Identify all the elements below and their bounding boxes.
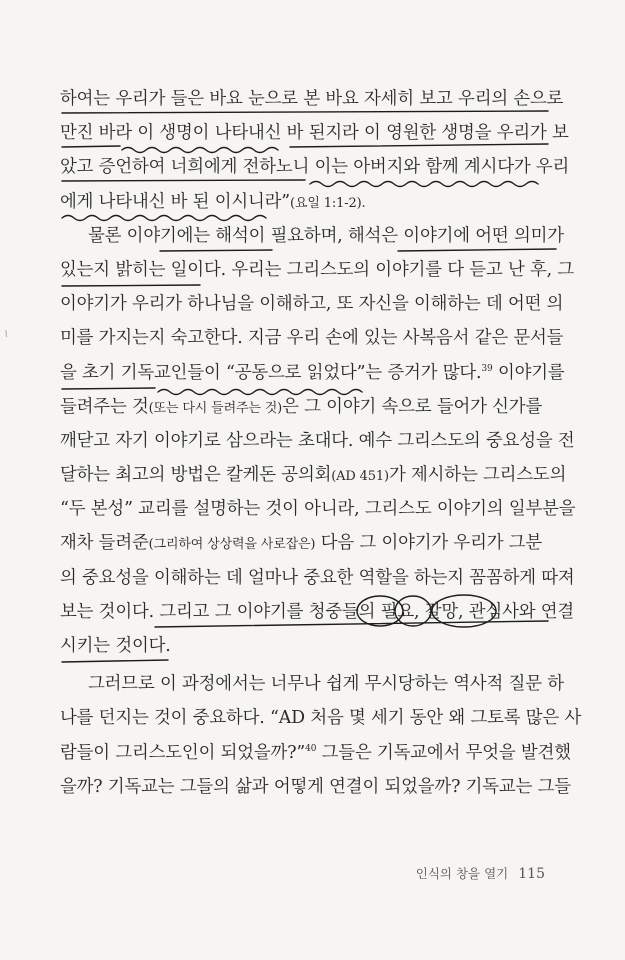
text-line bbox=[60, 116, 569, 150]
footnote-ref: 40 bbox=[305, 743, 317, 754]
line-text: 에게 나타내신 바 된 이시니라” bbox=[60, 191, 291, 212]
line-text: 들려주는 것 bbox=[60, 396, 149, 417]
line-text: 물론 이야기에는 해석이 필요하며, 해석은 이야기에 어떤 의미가 bbox=[88, 225, 564, 246]
text-line bbox=[60, 595, 575, 629]
text-line bbox=[60, 561, 575, 595]
footnote-ref: 39 bbox=[481, 363, 493, 374]
text-line bbox=[60, 150, 570, 184]
text-line bbox=[60, 390, 560, 424]
line-text: 람들이 그리스도인이 되었을까?” bbox=[60, 742, 306, 763]
text-line bbox=[60, 356, 565, 390]
line-text: 았고 증언하여 너희에게 전하노니 이는 아버지와 함께 계시다가 우리 bbox=[60, 157, 570, 178]
line-text: 재차 들려준 bbox=[60, 533, 149, 554]
line-text: 이야기가 우리가 하나님을 이해하고, 또 자신을 이해하는 데 어떤 의 bbox=[60, 294, 564, 315]
body-text bbox=[60, 82, 582, 804]
line-text: 그러므로 이 과정에서는 너무나 쉽게 무시당하는 역사적 질문 하 bbox=[88, 674, 564, 695]
line-text: 하여는 우리가 들은 바요 눈으로 본 바요 자세히 보고 우리의 손으로 bbox=[60, 89, 564, 109]
text-line bbox=[60, 219, 564, 253]
text-line bbox=[60, 526, 560, 560]
line-text: 은 그 이야기 속으로 들어가 신가를 bbox=[282, 396, 543, 417]
aside-text: (AD 451) bbox=[331, 469, 389, 485]
line-text: 의 중요성을 이해하는 데 얼마나 중요한 역할을 하는지 꼼꼼하게 따져 bbox=[60, 567, 575, 588]
aside-text: (그리하여 상상력을 사로잡은) bbox=[148, 537, 316, 553]
margin-mark: ⌇ bbox=[4, 330, 9, 340]
text-line bbox=[60, 287, 564, 321]
line-text: 이야기를 bbox=[492, 362, 565, 383]
line-text: 나를 던지는 것이 중요하다. “AD 처음 몇 세기 동안 왜 그토록 많은 사 bbox=[60, 708, 582, 729]
aside-text: (또는 다시 들려주는 것) bbox=[148, 400, 283, 416]
page-footer bbox=[416, 864, 545, 882]
text-line bbox=[60, 458, 567, 492]
line-text: 다음 그 이야기가 우리가 그분 bbox=[315, 533, 543, 554]
line-text: 있는지 밝히는 일이다. 우리는 그리스도의 이야기를 다 듣고 난 후, 그 bbox=[60, 259, 575, 280]
text-line bbox=[60, 667, 564, 701]
line-text: 가 제시하는 그리스도의 bbox=[388, 465, 567, 486]
text-line bbox=[60, 701, 582, 735]
line-text: 미를 가지는지 숙고한다. 지금 우리 손에 있는 사복음서 같은 문서들 bbox=[60, 328, 564, 349]
citation: (요일 1:1-2). bbox=[290, 195, 366, 211]
text-line bbox=[60, 629, 560, 663]
line-text: 보는 것이다. 그리고 그 이야기를 청중들의 필요, 갈망, 관심사와 연결 bbox=[60, 601, 575, 622]
page-number: 115 bbox=[518, 866, 545, 882]
text-line bbox=[60, 82, 564, 116]
line-text: 달하는 최고의 방법은 칼케돈 공의회 bbox=[60, 465, 332, 486]
line-text: 만진 바라 이 생명이 나타내신 바 된지라 이 영원한 생명을 우리가 보 bbox=[60, 123, 569, 144]
text-line bbox=[60, 424, 575, 458]
text-line bbox=[60, 770, 571, 804]
text-line bbox=[60, 185, 560, 219]
text-line bbox=[60, 253, 575, 287]
text-line bbox=[60, 736, 571, 770]
line-text: 깨닫고 자기 이야기로 삼으라는 초대다. 예수 그리스도의 중요성을 전 bbox=[60, 430, 575, 451]
line-text: 을까? 기독교는 그들의 삶과 어떻게 연결이 되었을까? 기독교는 그들 bbox=[60, 776, 571, 797]
line-text: 그들은 기독교에서 무엇을 발견했 bbox=[316, 742, 571, 763]
line-text: 을 초기 기독교인들이 “공동으로 읽었다”는 증거가 많다. bbox=[60, 362, 482, 383]
text-line bbox=[60, 321, 564, 355]
line-text: “두 본성” 교리를 설명하는 것이 아니라, 그리스도 이야기의 일부분을 bbox=[60, 499, 576, 520]
text-line bbox=[60, 492, 576, 526]
running-title: 인식의 창을 열기 bbox=[415, 866, 509, 881]
line-text: 시키는 것이다. bbox=[60, 636, 171, 656]
